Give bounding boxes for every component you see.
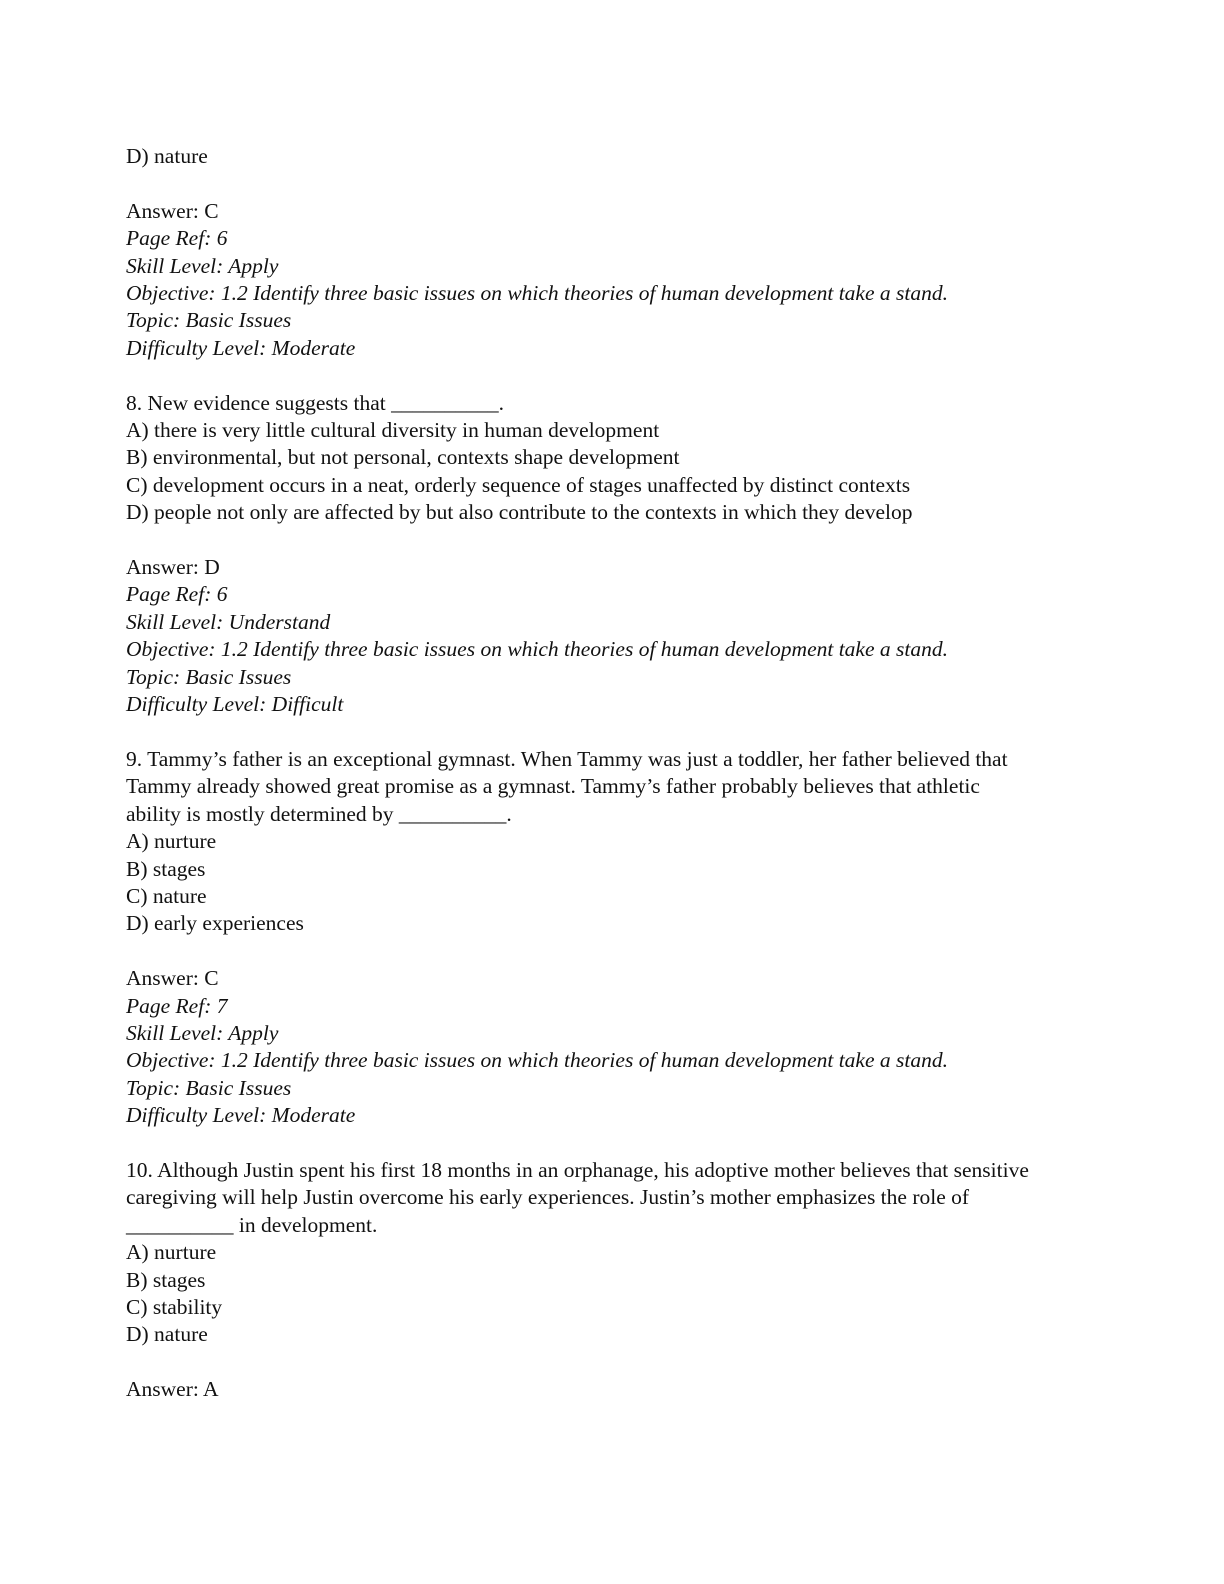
topic: Topic: Basic Issues — [126, 664, 292, 689]
spacer — [126, 1349, 1136, 1376]
objective: Objective: 1.2 Identify three basic issues on which theories of human development take a stand. — [126, 637, 948, 662]
question-stem-line: 9. Tammy’s father is an exceptional gymnast. When Tammy was just a toddler, her father believed that — [126, 746, 1008, 771]
topic: Topic: Basic Issues — [126, 1075, 292, 1100]
question-stem: 8. New evidence suggests that __________. — [126, 390, 504, 415]
question-8 — [126, 390, 1136, 527]
option-a: A) nurture — [126, 1240, 217, 1265]
question-stem-line: caregiving will help Justin overcome his early experiences. Justin’s mother emphasizes the role of — [126, 1185, 970, 1210]
skill-level: Skill Level: Apply — [126, 253, 279, 278]
question-stem-line: 10. Although Justin spent his first 18 months in an orphanage, his adoptive mother believes that sensitive — [126, 1157, 1029, 1182]
option-d-prev: D) nature — [126, 144, 208, 168]
option-c: C) stability — [126, 1294, 223, 1319]
answer-line: Answer: C — [126, 966, 219, 991]
page-ref: Page Ref: 6 — [126, 582, 228, 607]
option-d: D) people not only are affected by but also contribute to the contexts in which they develop — [126, 500, 913, 525]
option-b: B) stages — [126, 1267, 206, 1292]
answer-line: Answer: A — [126, 1377, 219, 1402]
option-a: A) nurture — [126, 829, 217, 854]
answer-block-9 — [126, 965, 1136, 1129]
spacer — [126, 718, 1136, 745]
option-b: B) stages — [126, 856, 206, 881]
document-page — [126, 143, 1136, 1404]
option-a: A) there is very little cultural diversity in human development — [126, 418, 660, 443]
option-c: C) development occurs in a neat, orderly sequence of stages unaffected by distinct contexts — [126, 472, 911, 497]
difficulty-level: Difficulty Level: Moderate — [126, 335, 356, 360]
answer-line: Answer: C — [126, 198, 219, 223]
option-d: D) nature — [126, 1322, 208, 1347]
spacer — [126, 527, 1136, 554]
skill-level: Skill Level: Apply — [126, 1020, 279, 1045]
spacer — [126, 362, 1136, 389]
answer-block-10 — [126, 1376, 1136, 1403]
answer-block-7 — [126, 198, 1136, 362]
skill-level: Skill Level: Understand — [126, 609, 331, 634]
question-10 — [126, 1157, 1136, 1349]
difficulty-level: Difficulty Level: Moderate — [126, 1103, 356, 1128]
question-stem-line: Tammy already showed great promise as a gymnast. Tammy’s father probably believes that athletic — [126, 774, 980, 799]
objective: Objective: 1.2 Identify three basic issues on which theories of human development take a stand. — [126, 1048, 948, 1073]
difficulty-level: Difficulty Level: Difficult — [126, 692, 344, 717]
spacer — [126, 938, 1136, 965]
objective: Objective: 1.2 Identify three basic issues on which theories of human development take a stand. — [126, 281, 948, 306]
topic: Topic: Basic Issues — [126, 308, 292, 333]
spacer — [126, 1130, 1136, 1157]
page-ref: Page Ref: 6 — [126, 226, 228, 251]
question-9 — [126, 746, 1136, 938]
option-c: C) nature — [126, 883, 207, 908]
option-b: B) environmental, but not personal, contexts shape development — [126, 445, 680, 470]
answer-block-8 — [126, 554, 1136, 718]
page-ref: Page Ref: 7 — [126, 993, 228, 1018]
spacer — [126, 170, 1136, 197]
question-stem-line: ability is mostly determined by __________. — [126, 801, 512, 826]
answer-line: Answer: D — [126, 555, 220, 580]
option-d: D) early experiences — [126, 911, 304, 936]
question-stem-line: __________ in development. — [126, 1212, 378, 1237]
